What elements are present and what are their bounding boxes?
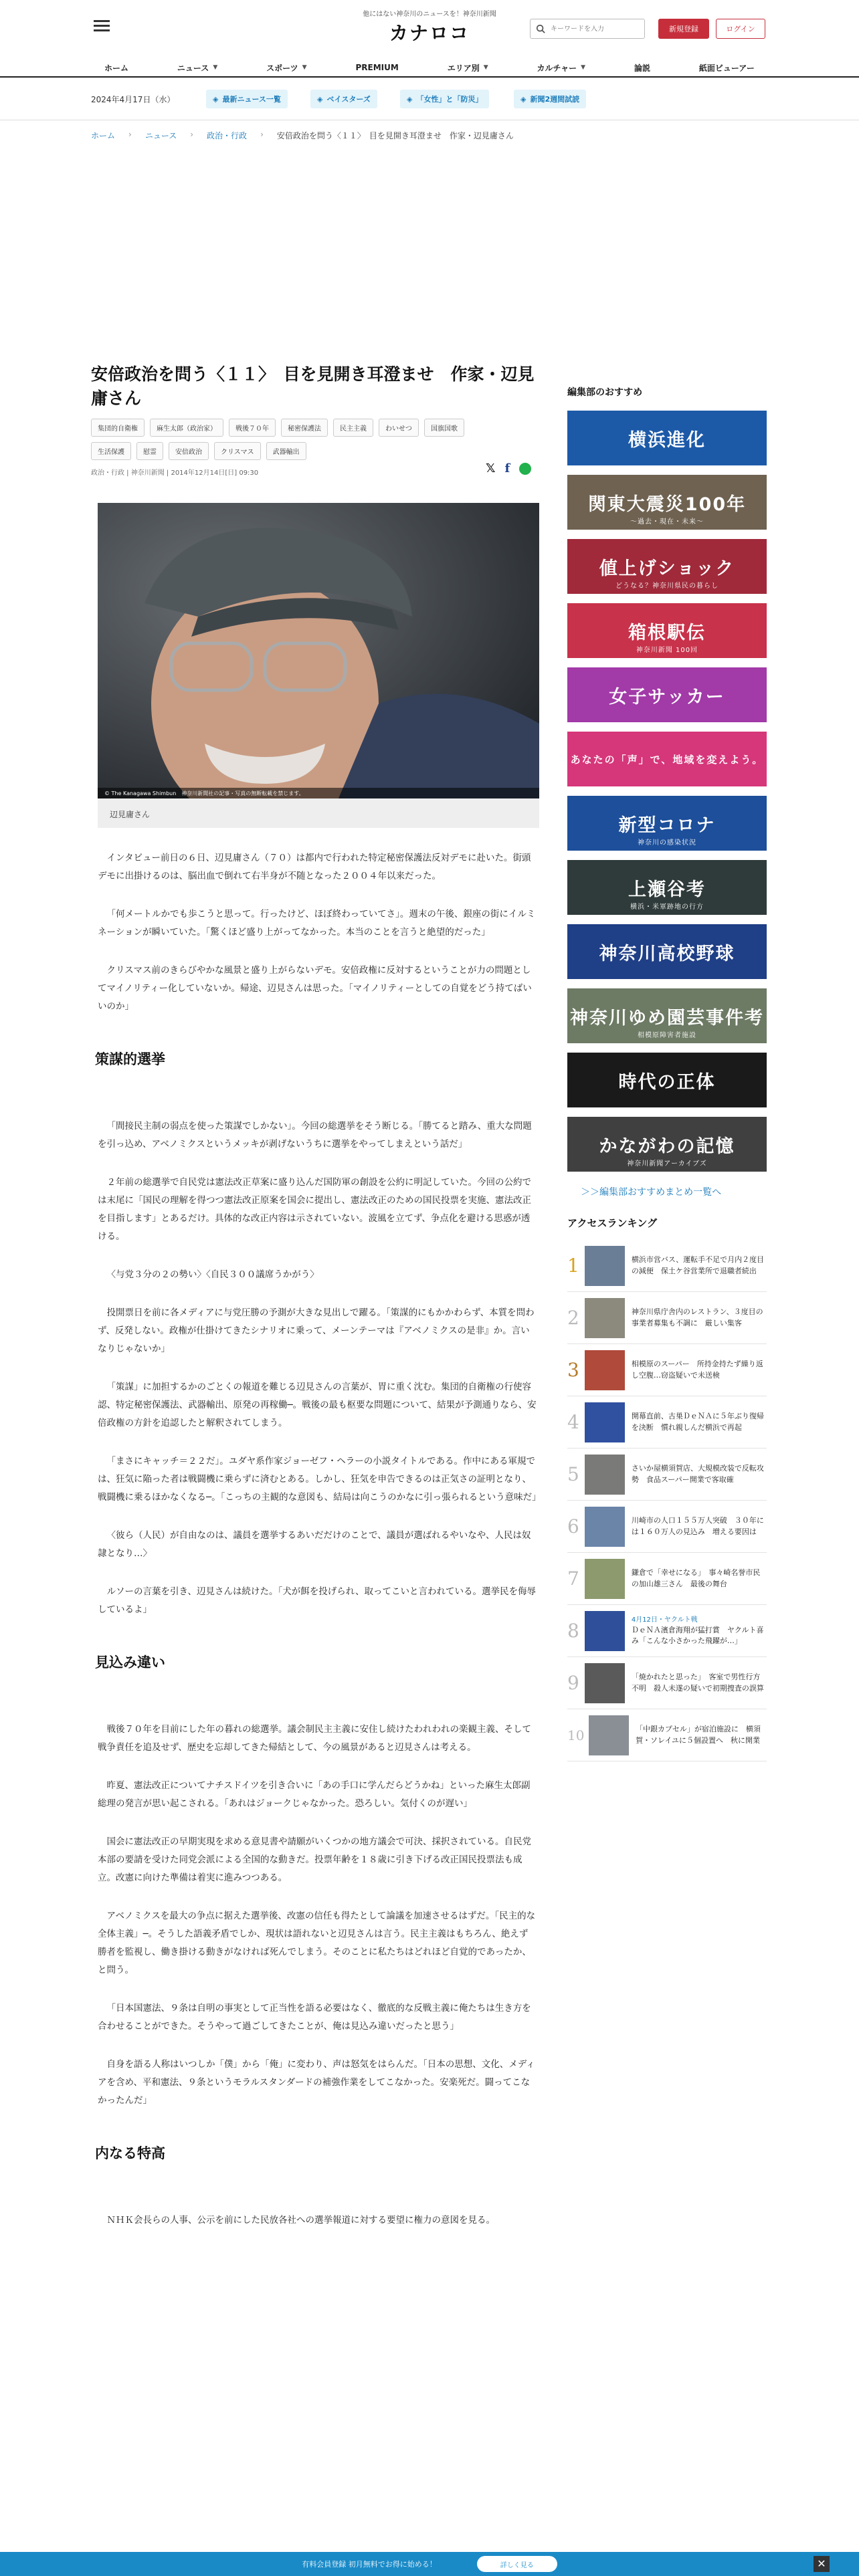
article-paragraph: 〈彼ら（人民）が自由なのは、議員を選挙するあいだだけのことで、議員が選ばれるやいなや、人民は奴隷となり…〉: [98, 1530, 531, 1559]
rank-headline: 横浜市営バス、運転手不足で月内２度目の減便 保土ケ谷営業所で退職者続出: [631, 1255, 765, 1275]
ranking-heading: アクセスランキング: [567, 1217, 658, 1229]
section-heading: 内なる特高: [95, 2145, 165, 2161]
recommend-banner[interactable]: [567, 539, 767, 594]
article-meta: 政治・行政 | 神奈川新聞 | 2014年12月14日[日] 09:30: [91, 469, 259, 477]
rank-number: 8: [567, 1620, 579, 1642]
banner-label: 神奈川高校野球: [599, 943, 735, 964]
tag-icon: ◈: [520, 94, 527, 104]
nav-item-label: カルチャー: [537, 63, 577, 73]
rank-headline: 鎌倉で「幸せになる」 事々崎名誉市民の加山雄三さん 最後の舞台: [631, 1568, 761, 1588]
nav-item[interactable]: [621, 59, 664, 76]
banner-label: 箱根駅伝: [628, 622, 706, 643]
current-date: 2024年4月17日（水）: [91, 95, 175, 104]
site-header: [0, 0, 859, 78]
recommend-more-link[interactable]: ＞＞編集部おすすめまとめ一覧へ: [581, 1187, 722, 1198]
recommend-banner[interactable]: [567, 603, 767, 658]
ranking-item[interactable]: [567, 1501, 767, 1553]
article-title: 安倍政治を問う〈１１〉 目を見開き耳澄ませ 作家・辺見庸さん: [91, 364, 535, 409]
rank-text: [632, 1255, 767, 1277]
search-box[interactable]: [530, 19, 645, 39]
ranking-item[interactable]: [567, 1396, 767, 1448]
nav-item-label: PREMIUM: [355, 63, 399, 72]
breadcrumb-separator: ›: [128, 130, 132, 139]
article-photo: [98, 503, 539, 798]
breadcrumb-separator: ›: [260, 130, 264, 139]
rank-text: [632, 1359, 767, 1381]
rank-thumbnail: [585, 1402, 625, 1442]
banner-label: 時代の正体: [618, 1071, 716, 1093]
rank-text: [632, 1307, 767, 1329]
recommend-banner[interactable]: [567, 475, 767, 530]
article-tags: [91, 419, 479, 460]
article-tag[interactable]: 麻生太郎（政治家）: [150, 419, 223, 437]
photo-caption: 辺見庸さん: [98, 798, 539, 828]
ranking-item[interactable]: [567, 1657, 767, 1709]
breadcrumb: [91, 130, 514, 141]
article-paragraph: 国会に憲法改正の早期実現を求める意見書や請願がいくつかの地方議会で可決、採択されている。自民党本部の要請を受けた同党会派による全国的な動きだ。投票年齢を１８歳に引き下げる改正国民投票法も成立。改憲に向けた準備は着実に進みつつある。: [98, 1836, 531, 1883]
rank-thumbnail: [585, 1507, 625, 1547]
rank-thumbnail: [585, 1298, 625, 1338]
article-paragraph: 「日本国憲法、９条は自明の事実として正当性を語る必要はなく、徹底的な反戦主義に俺たちは生き方を合わせることができた。そうやって過ごしてきたことが、俺は見込み違いだったと思う」: [98, 2003, 531, 2032]
facebook-share-icon[interactable]: f: [504, 461, 510, 475]
article-paragraph: 自身を語る人称はいつしか「僕」から「俺」に変わり、声は怒気をはらんだ。「日本の思想、文化、メディアを含め、平和憲法、９条というモラルスタンダードの補強作業をしてこなかった。安楽死だ。闘ってこなかったんだ」: [98, 2059, 535, 2106]
article-tag[interactable]: 集団的自衛権: [91, 419, 145, 437]
recommend-banner[interactable]: [567, 411, 767, 465]
rank-text: [636, 1724, 767, 1746]
site-tagline: 他にはない神奈川のニュースを！神奈川新聞: [363, 11, 496, 18]
main-nav: [91, 59, 768, 76]
banner-sublabel: 神奈川新聞アーカイブズ: [627, 1160, 707, 1168]
nav-item-label: エリア別: [447, 63, 480, 73]
rank-headline: さいか屋横須賀店、大規模改装で反転攻勢 食品スーパー開業で客取確: [631, 1464, 764, 1484]
article-paragraph: 「策謀」に加担するかのごとくの報道を難じる辺見さんの言葉が、胃に重く沈む。集団的自衛権の行使容認、特定秘密保護法、武器輸出、原発の再稼働─。戦後の最も枢要な問題について、結果が予測通りなら、安倍政権の方針を追認したと解釈されてしまう。: [98, 1382, 537, 1428]
recommend-heading: 編集部のおすすめ: [567, 387, 643, 398]
rank-thumbnail: [589, 1715, 629, 1755]
article-paragraph: ２年前の総選挙で自民党は憲法改正草案に盛り込んだ国防軍の創設を公約に明記していた。今回の公約では末尾に「国民の理解を得つつ憲法改正原案を国会に提出し、憲法改正のための国民投票を実施、憲法改正を目指します」とあるだけ。具体的な改正内容は示されていない。波風を立てず、争点化を避ける思惑が透ける。: [98, 1177, 531, 1242]
breadcrumb-home[interactable]: ホーム: [91, 131, 116, 140]
recommend-banner[interactable]: [567, 732, 767, 786]
rank-number: 1: [567, 1255, 579, 1277]
sub-bar: [0, 79, 859, 120]
rank-number: 3: [567, 1359, 579, 1381]
article-tag[interactable]: わいせつ: [379, 419, 419, 437]
rank-thumbnail: [585, 1455, 625, 1495]
article-tag[interactable]: クリスマス: [214, 442, 261, 460]
pill-latest-news[interactable]: ◈ 最新ニュース一覧: [206, 90, 288, 108]
search-input[interactable]: [551, 25, 638, 33]
tag-icon: ◈: [317, 94, 323, 104]
ranking-item[interactable]: [567, 1709, 767, 1761]
rank-number: 5: [567, 1463, 579, 1485]
rank-number: 4: [567, 1411, 579, 1433]
rank-text: [632, 1615, 767, 1647]
banner-sublabel: どうなる？神奈川県民の暮らし: [615, 582, 719, 590]
tag-icon: ◈: [213, 94, 219, 104]
nav-item-label: ニュース: [177, 63, 209, 73]
article-paragraph: 「何メートルかでも歩こうと思って。行ったけど、ほぼ終わっていてさ」。週末の午後、銀座の街にイルミネーションが瞬いていた。「驚くほど盛り上がってなかった。本当のことを言うと絶望的だった」: [98, 909, 536, 938]
nav-item[interactable]: [342, 59, 411, 76]
pill-baystars[interactable]: ◈ ベイスターズ: [310, 90, 377, 108]
article-paragraph: 「間接民主制の弱点を使った策謀でしかない」。今回の総選挙をそう断じる。「勝てると踏み、重大な問題を引っ込め、アベノミクスというメッキが剥げないうちに選挙をやってしまえという話だ」: [98, 1121, 532, 1150]
article-tag[interactable]: 安倍政治: [169, 442, 209, 460]
rank-category: 4月12日・ヤクルト戦: [631, 1616, 698, 1624]
article-paragraph: ルソーの言葉を引き、辺見さんは続けた。「犬が餌を投げられ、取ってこいと言われている。選挙民を侮辱しているよ」: [98, 1586, 537, 1615]
rank-headline: 「焼かれたと思った」 客室で男性行方不明 殺人未遂の疑いで初期捜査の誤算: [631, 1673, 764, 1693]
article-paragraph: 昨夏、憲法改正についてナチスドイツを引き合いに「あの手口に学んだらどうかね」といった麻生太郎副総理の発言が思い起こされる。「あれはジョークじゃなかった。恐ろしい。気付くのが遅い」: [98, 1780, 531, 1809]
banner-label: 横浜進化: [628, 429, 706, 451]
nav-item-label: スポーツ: [266, 63, 298, 73]
recommend-banner[interactable]: [567, 1117, 767, 1172]
article-tag[interactable]: 生活保護: [91, 442, 131, 460]
rank-headline: 相模原のスーパー 所持金持たず繰り返し空腹…窃盗疑いで未送検: [631, 1360, 763, 1380]
breadcrumb-news[interactable]: ニュース: [145, 131, 177, 140]
section-heading: 見込み違い: [95, 1654, 165, 1671]
site-logo[interactable]: カナロコ: [389, 22, 470, 44]
ranking-item[interactable]: [567, 1605, 767, 1657]
recommend-banner[interactable]: [567, 860, 767, 915]
rank-headline: 「中銀カプセル」が宿泊施設に 横須賀・ソレイユに５個設置へ 秋に開業: [636, 1725, 761, 1745]
tag-icon: ◈: [407, 94, 413, 104]
banner-label: あなたの「声」で、地域を変えよう。: [570, 753, 764, 766]
banner-sublabel: 神奈川の感染状況: [638, 839, 696, 847]
article-paragraph: インタビュー前日の６日、辺見庸さん（７０）は都内で行われた特定秘密保護法反対デモに赴いた。街頭デモに出掛けるのは、脳出血で倒れて右半身が不随となった２００４年以来だった。: [98, 853, 531, 881]
rank-thumbnail: [585, 1611, 625, 1651]
article-paragraph: クリスマス前のきらびやかな風景と盛り上がらないデモ。安倍政権に反対するということが力の問題としてマイノリティー化していないか。帰途、辺見さんは思った。「マイノリティーとしての自覚をどう持てばいいのか」: [98, 965, 532, 1012]
ranking-item[interactable]: [567, 1344, 767, 1396]
article-tag[interactable]: 国旗国歌: [424, 419, 464, 437]
close-icon[interactable]: ✕: [814, 2556, 830, 2572]
rank-headline: 開幕直前、古巣ＤｅＮＡに５年ぶり復帰を決断 慣れ親しんだ横浜で再起: [631, 1412, 764, 1432]
ranking-item[interactable]: [567, 1448, 767, 1501]
login-button[interactable]: ログイン: [716, 19, 765, 39]
line-share-icon[interactable]: [519, 463, 531, 475]
chevron-down-icon: ▼: [581, 64, 586, 71]
rank-thumbnail: [585, 1350, 625, 1390]
nav-item-label: 論説: [634, 63, 650, 73]
banner-label: 新型コロナ: [618, 815, 716, 836]
article-tag[interactable]: 慰霊: [136, 442, 163, 460]
article-paragraph: ＮＨＫ会長らの人事、公示を前にした民放各社への選挙報道に対する要望に権力の意図を見る。: [106, 2215, 495, 2226]
article-paragraph: 戦後７０年を目前にした年の暮れの総選挙。議会制民主主義に安住し続けたわれわれの楽観主義、そして戦争責任を追及せず、歴史を忘却してきた帰結として、今の風景があると辺見さんは考える。: [98, 1724, 531, 1753]
rank-thumbnail: [585, 1663, 625, 1703]
rank-text: [632, 1463, 767, 1485]
banner-sublabel: ～過去・現在・未来～: [630, 518, 704, 526]
section-heading: 策謀的選挙: [95, 1051, 165, 1067]
breadcrumb-separator: ›: [190, 130, 194, 139]
rank-number: 2: [567, 1307, 579, 1329]
nav-item[interactable]: [434, 59, 502, 76]
nav-item[interactable]: [524, 59, 599, 76]
nav-item[interactable]: [686, 59, 768, 76]
access-ranking: [567, 1240, 767, 1761]
rank-number: 9: [567, 1672, 579, 1694]
rank-headline: 川崎市の人口１５５万人突破 ３０年には１６０万人の見込み 増える要因は: [631, 1516, 764, 1536]
pill-women-disaster[interactable]: ◈ 「女性」と「防災」: [400, 90, 489, 108]
share-buttons: [486, 461, 531, 475]
article-tag[interactable]: 秘密保護法: [281, 419, 328, 437]
nav-item[interactable]: [164, 59, 231, 76]
ranking-item[interactable]: [567, 1292, 767, 1344]
article-tag[interactable]: 民主主義: [333, 419, 373, 437]
rank-headline: 神奈川県庁舎内のレストラン、３度目の事業者募集も不調に 厳しい集客: [631, 1307, 763, 1327]
rank-number: 7: [567, 1568, 579, 1590]
breadcrumb-current: 安倍政治を問う〈１１〉 目を見開き耳澄ませ 作家・辺見庸さん: [276, 131, 514, 140]
article-tag[interactable]: 戦後７０年: [229, 419, 276, 437]
subscribe-button[interactable]: 詳しく見る: [477, 2556, 557, 2572]
chevron-down-icon: ▼: [213, 64, 218, 71]
article-paragraph: アベノミクスを最大の争点に据えた選挙後、改憲の信任も得たとして論議を加速させるはずだ。「民主的な全体主義」─。そうした語義矛盾でしか、現状は語れないと辺見さんは言う。民主主義はもちろん、絶えず勝者を監視し、働き掛ける動きがなければ死んでしまう。そのことに私たちはどれほど自覚的であったか、と問う。: [98, 1911, 536, 1975]
nav-item[interactable]: [91, 59, 142, 76]
recommend-banner[interactable]: [567, 988, 767, 1043]
search-icon: [536, 24, 545, 33]
rank-thumbnail: [585, 1559, 625, 1599]
recommend-banners: [567, 411, 767, 1181]
recommend-banner[interactable]: [567, 924, 767, 979]
article-paragraph: 〈与党３分の２の勢い〉〈自民３００議席うかがう〉: [106, 1269, 319, 1280]
rank-text: [632, 1568, 767, 1590]
rank-text: [632, 1515, 767, 1537]
nav-item[interactable]: [253, 59, 320, 76]
article-body: [95, 849, 541, 2250]
recommend-banner[interactable]: [567, 1053, 767, 1107]
register-button[interactable]: 新規登録: [658, 19, 709, 39]
banner-label: かながわの記憶: [599, 1136, 735, 1157]
rank-text: [632, 1411, 767, 1433]
photo-credit: © The Kanagawa Shimbun 神奈川新聞社の記事・写真の無断転載を禁じます。: [98, 788, 539, 798]
banner-sublabel: 神奈川新聞 100回: [636, 647, 698, 654]
banner-label: 関東大震災100年: [587, 494, 747, 515]
chevron-down-icon: ▼: [483, 64, 488, 71]
rank-thumbnail: [585, 1246, 625, 1286]
chevron-down-icon: ▼: [302, 64, 307, 71]
breadcrumb-politics[interactable]: 政治・行政: [207, 131, 248, 140]
x-share-icon[interactable]: 𝕏: [486, 461, 496, 475]
ranking-item[interactable]: [567, 1240, 767, 1292]
nav-item-label: 紙面ビューアー: [698, 63, 755, 73]
rank-number: 6: [567, 1515, 579, 1537]
article-tag[interactable]: 武器輸出: [266, 442, 306, 460]
banner-sublabel: 相模原障害者施設: [638, 1032, 696, 1039]
article-paragraph: 投開票日を前に各メディアに与党圧勝の予測が大きな見出しで躍る。「策謀的にもかかわらず、本質を問わず、反発しない。政権が仕掛けてきたシナリオに乗って、メーンテーマは『アベノミクスの是非』か。言いなりじゃないか」: [98, 1307, 535, 1354]
pill-trial[interactable]: ◈ 新聞2週間試読: [514, 90, 586, 108]
recommend-banner[interactable]: [567, 667, 767, 722]
rank-number: 10: [567, 1727, 585, 1743]
banner-label: 女子サッカー: [609, 686, 725, 708]
nav-item-label: ホーム: [104, 63, 129, 73]
rank-headline: ＤｅＮＡ濱倉海翔が猛打賞 ヤクルト喜み「こんな小さかった飛躍が…」: [631, 1625, 764, 1645]
subscribe-bar: [0, 2552, 859, 2576]
banner-label: 上瀬谷考: [628, 879, 706, 900]
banner-sublabel: 横浜・米軍跡地の行方: [630, 903, 704, 911]
rank-text: [632, 1672, 767, 1694]
ranking-item[interactable]: [567, 1553, 767, 1605]
banner-label: 神奈川ゆめ園芸事件考: [570, 1007, 764, 1029]
recommend-banner[interactable]: [567, 796, 767, 851]
article-paragraph: 「まさにキャッチ＝２２だ」。ユダヤ系作家ジョーゼフ・ヘラーの小説タイトルである。作中にある軍規では、狂気に陥った者は戦闘機に乗らずに済むとある。しかし、狂気を申告できるのは正気さの証明となり、戦闘機に乗るほかなくなる─。「こっちの主観的な意図も、結局は向こうのかなに引っ張られるという意味だ」: [98, 1456, 541, 1503]
subscribe-text: 有料会員登録 初月無料でお得に始める！: [302, 2560, 437, 2569]
banner-label: 値上げショック: [599, 558, 735, 579]
